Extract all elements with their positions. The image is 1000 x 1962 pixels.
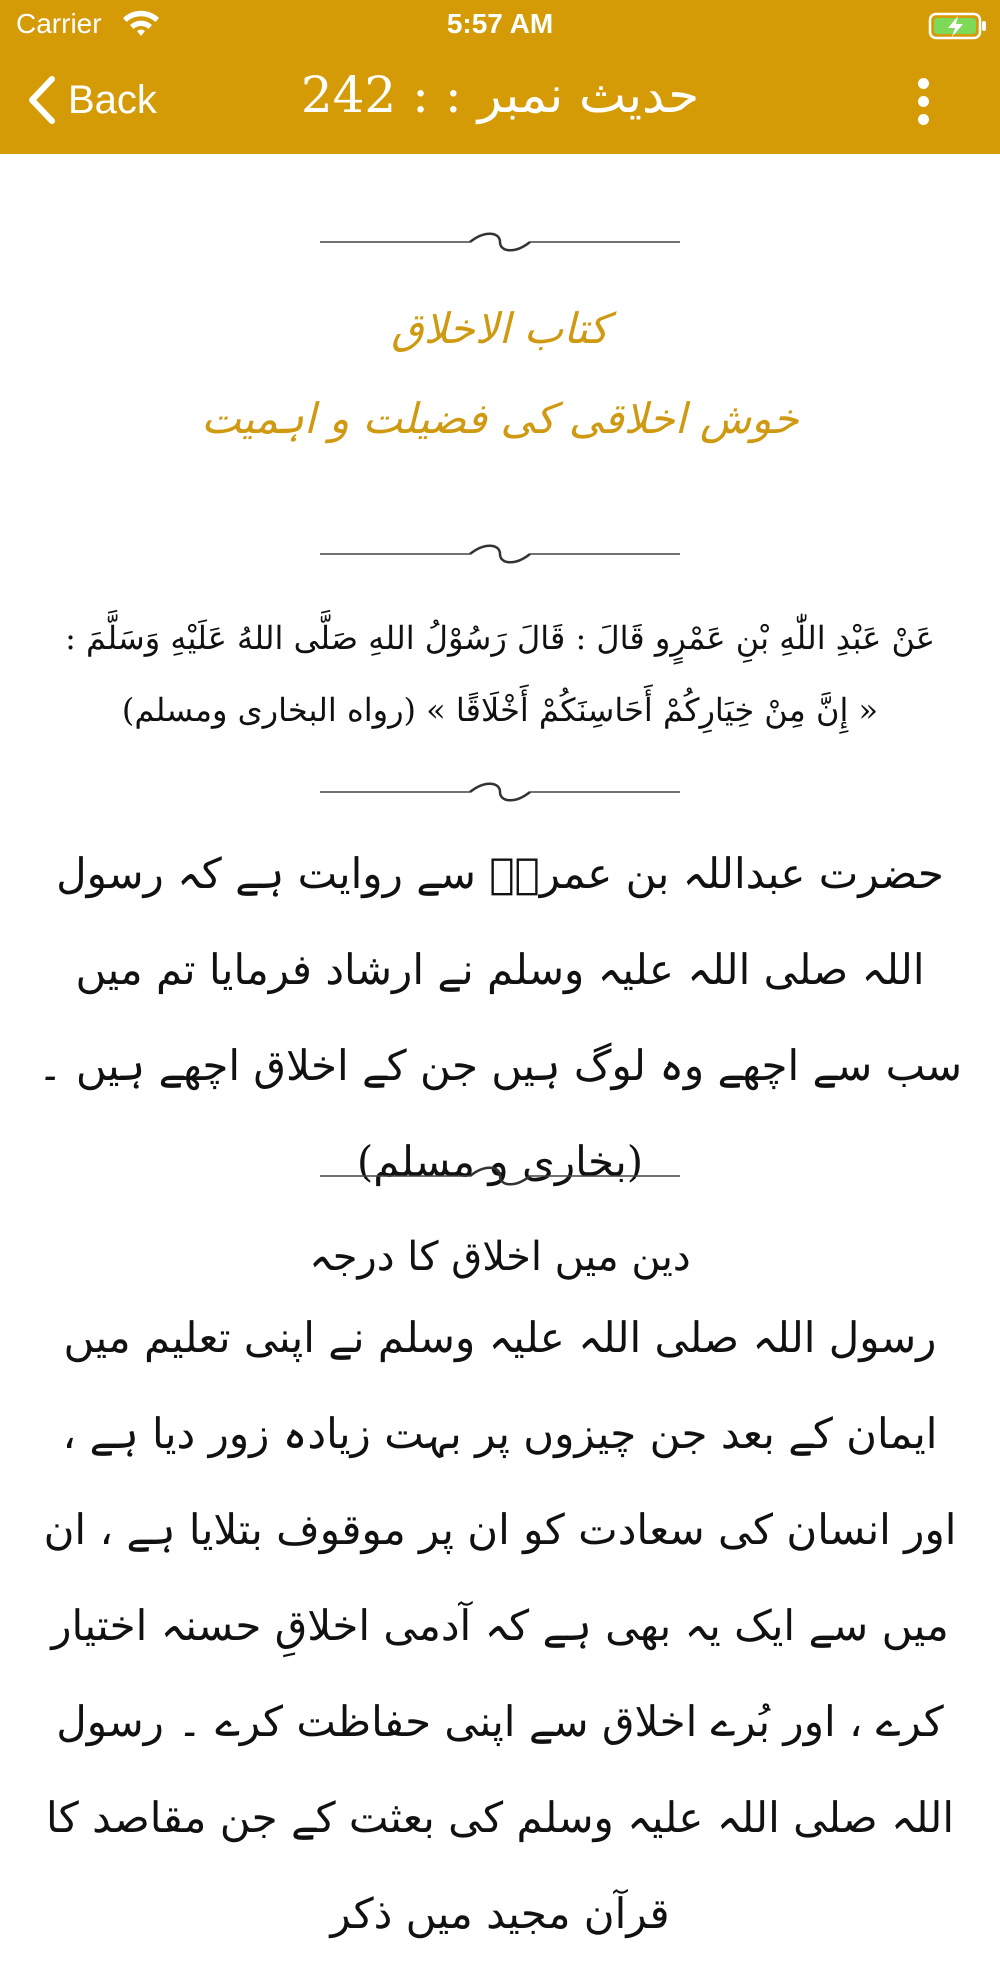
navigation-bar [0,60,1000,154]
ornament-divider-icon [320,776,680,806]
status-time: 5:57 AM [446,8,554,39]
chapter-title: خوش اخلاقی کی فضیلت و اہمیت [201,394,799,443]
ornament-divider-icon [320,1160,680,1190]
urdu-translation: حضرت عبداللہ بن عمروؓ سے روایت ہے کہ رسول اللہ صلی اللہ علیہ وسلم نے ارشاد فرمایا تم میں سب سے اچھے وہ لوگ ہیں جن کے اخلاق اچھے ہیں ۔ (بخاری و مسلم) [37,849,963,1186]
back-label: Back [68,77,157,122]
arabic-hadith-text: عَنْ عَبْدِ اللّٰهِ بْنِ عَمْرٍو قَالَ : قَالَ رَسُوْلُ اللهِ صَلَّى اللهُ عَلَيْهِ وَسَلَّمَ : « إِنَّ مِنْ خِيَارِكُمْ أَحَاسِنَكُمْ أَخْلَاقًا » (رواه البخارى ومسلم) [65,619,935,729]
ornament-divider-icon [320,538,680,568]
more-vertical-icon[interactable] [908,74,938,134]
carrier-label: Carrier [16,8,102,39]
chevron-left-icon [24,73,58,127]
book-title: کتاب الاخلاق [391,304,609,353]
back-button[interactable] [24,70,157,130]
status-bar [0,0,1000,52]
hadith-content [0,154,1000,1938]
page-title: حدیث نمبر : : 242 [300,66,700,124]
ornament-divider-icon [320,226,680,256]
section-title: دین میں اخلاق کا درجہ [309,1234,691,1280]
battery-charging-icon [928,10,988,42]
top-bar [0,0,1000,154]
section-body: رسول اللہ صلی اللہ علیہ وسلم نے اپنی تعلیم میں ایمان کے بعد جن چیزوں پر بہت زیادہ زور دیا ہے ، اور انسان کی سعادت کو ان پر موقوف بتلایا ہے ، ان میں سے ایک یہ بھی ہے کہ آدمی اخلاقِ حسنہ اختیار کرے ، اور بُرے اخلاق سے اپنی حفاظت کرے ۔ رسول اللہ صلی اللہ علیہ وسلم کی بعثت کے جن مقاصد کا قرآن مجید میں ذکر [43,1313,957,1938]
